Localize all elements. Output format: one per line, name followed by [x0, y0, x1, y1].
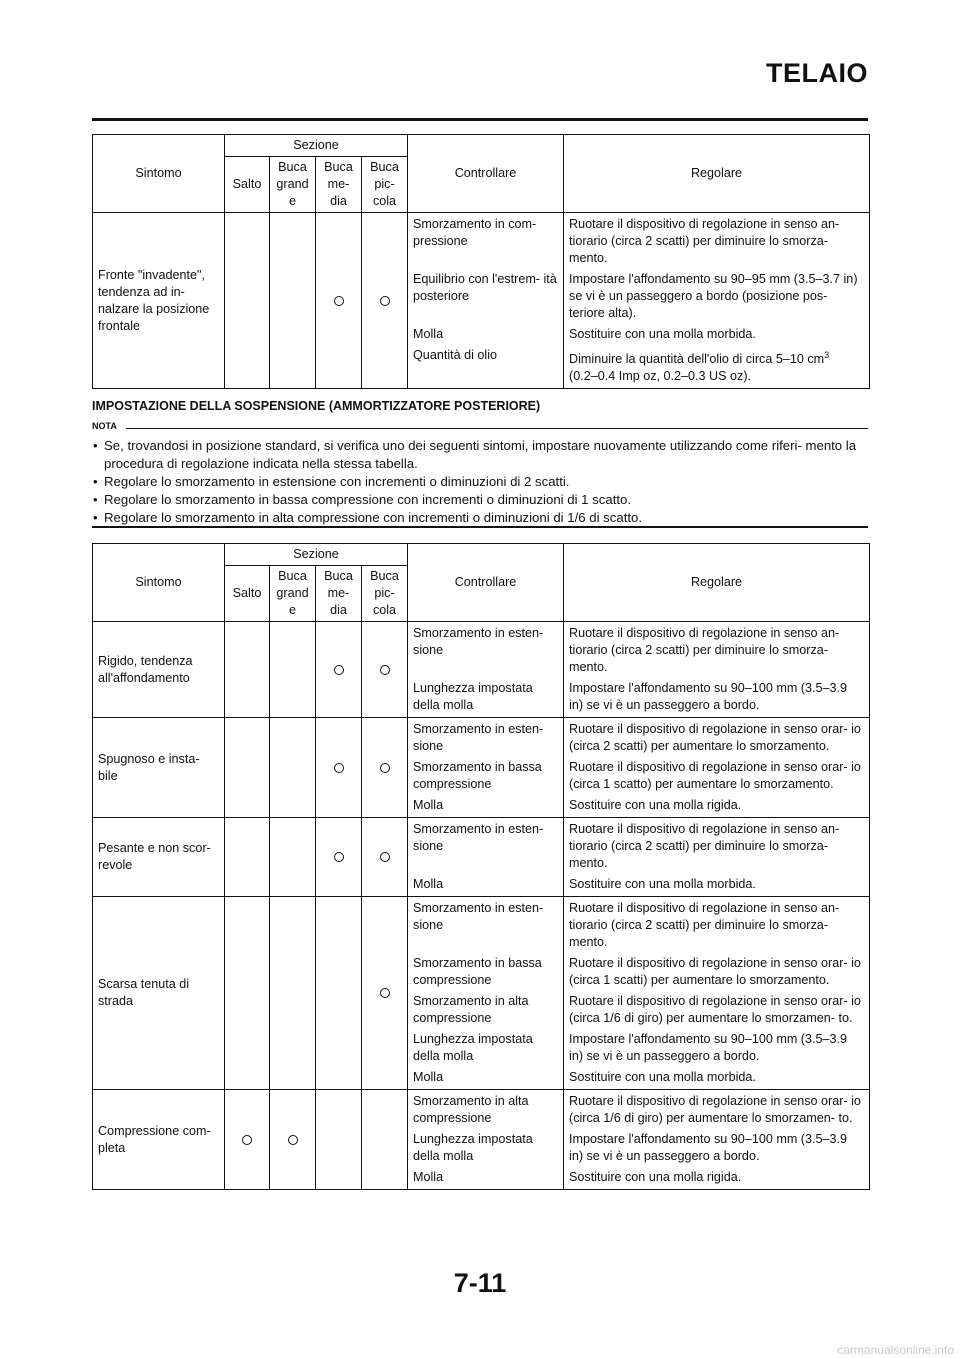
nota-rule: [126, 428, 868, 429]
nota-item: • Regolare lo smorzamento in alta compressione con incrementi o diminuzioni di 1/6 di scatto.: [92, 509, 868, 527]
col-adjust-header: Regolare: [564, 544, 870, 622]
adjust-text: Ruotare il dispositivo di regolazione in senso orar- io (circa 1/6 di giro) per aumentare lo smorzamen- to.: [569, 1094, 861, 1125]
col-symptom-header: Sintomo: [93, 544, 225, 622]
rear-shock-table: [92, 543, 870, 1190]
check-cell: [408, 1090, 564, 1190]
check-item: Smorzamento in bassa compressione: [413, 956, 542, 987]
nota-header: [92, 418, 868, 438]
check-cell: [408, 213, 564, 389]
col-small-hole-header: Buca pic- cola: [362, 566, 408, 622]
adjust-item: [569, 1131, 864, 1165]
col-big-hole-header: Buca grand e: [270, 566, 316, 622]
col-symptom-header: Sintomo: [93, 135, 225, 213]
adjust-text: Sostituire con una molla morbida.: [569, 877, 756, 891]
adjust-item: [569, 759, 864, 793]
section-mark-cell: [225, 622, 270, 718]
page-title: TELAIO: [766, 58, 868, 88]
adjust-text: Impostare l'affondamento su 90–100 mm (3.5–3.9 in) se vi è un passeggero a bordo.: [569, 1032, 848, 1063]
front-fork-table: [92, 134, 870, 389]
adjust-text: Diminuire la quantità dell'olio di circa 5–10 cm: [569, 352, 825, 367]
adjust-cell: [564, 213, 870, 389]
adjust-text: Impostare l'affondamento su 90–95 mm (3.5–3.7 in) se vi è un passeggero a bordo (posizione pos- teriore alta).: [569, 272, 858, 320]
section-mark-cell: [362, 718, 408, 818]
check-item: Equilibrio con l'estrem- ità posteriore: [413, 272, 557, 303]
adjust-item: [569, 821, 864, 872]
adjust-text: Ruotare il dispositivo di regolazione in senso an- tiorario (circa 2 scatti) per diminuire lo smorza- mento.: [569, 217, 840, 265]
symptom-cell: Rigido, tendenza all'affondamento: [93, 622, 225, 718]
col-adjust-header: Regolare: [564, 135, 870, 213]
col-small-hole-header: Buca pic- cola: [362, 157, 408, 213]
circle-mark-icon: [334, 296, 344, 306]
adjust-item: [569, 955, 864, 989]
adjust-item: [569, 216, 864, 267]
adjust-text: Sostituire con una molla morbida.: [569, 1070, 756, 1084]
section-mark-cell: [316, 818, 362, 897]
circle-mark-icon: [334, 852, 344, 862]
adjust-item: [569, 347, 864, 385]
check-item: Molla: [413, 327, 444, 341]
check-item: Lunghezza impostata della molla: [413, 1132, 533, 1163]
table-row: [93, 622, 870, 718]
col-jump-header: Salto: [225, 157, 270, 213]
section-mark-cell: [225, 1090, 270, 1190]
check-item: Smorzamento in esten- sione: [413, 822, 544, 853]
col-section-header: Sezione: [225, 135, 408, 157]
circle-mark-icon: [380, 296, 390, 306]
adjust-item: [569, 271, 864, 322]
symptom-cell: Pesante e non scor- revole: [93, 818, 225, 897]
adjust-cell: [564, 818, 870, 897]
circle-mark-icon: [334, 763, 344, 773]
adjust-item: [569, 993, 864, 1027]
circle-mark-icon: [380, 852, 390, 862]
adjust-text: Ruotare il dispositivo di regolazione in senso an- tiorario (circa 2 scatti) per diminuire lo smorza- mento.: [569, 901, 840, 949]
check-item: Smorzamento in bassa compressione: [413, 760, 542, 791]
unit-superscript: 3: [824, 350, 830, 360]
col-mid-hole-header: Buca me- dia: [316, 157, 362, 213]
adjust-text: Ruotare il dispositivo di regolazione in senso an- tiorario (circa 2 scatti) per diminuire lo smorza- mento.: [569, 822, 840, 870]
section-mark-cell: [316, 213, 362, 389]
section-mark-cell: [270, 213, 316, 389]
adjust-text: (0.2–0.4 Imp oz, 0.2–0.3 US oz).: [569, 369, 752, 384]
adjust-cell: [564, 1090, 870, 1190]
check-item: Molla: [413, 1070, 444, 1084]
section-mark-cell: [225, 897, 270, 1090]
section-mark-cell: [270, 818, 316, 897]
adjust-item: [569, 326, 864, 343]
col-big-hole-header: Buca grand e: [270, 157, 316, 213]
section-mark-cell: [316, 897, 362, 1090]
table-row: [93, 818, 870, 897]
adjust-text: Impostare l'affondamento su 90–100 mm (3.5–3.9 in) se vi è un passeggero a bordo.: [569, 1132, 848, 1163]
section-mark-cell: [225, 718, 270, 818]
col-check-header: Controllare: [408, 544, 564, 622]
nota-list: [92, 437, 868, 527]
section-mark-cell: [316, 622, 362, 718]
table-row: [93, 718, 870, 818]
section-mark-cell: [362, 622, 408, 718]
adjust-text: Ruotare il dispositivo di regolazione in senso orar- io (circa 1/6 di giro) per aumentare lo smorzamen- to.: [569, 994, 861, 1025]
adjust-cell: [564, 622, 870, 718]
check-item: Smorzamento in esten- sione: [413, 901, 544, 932]
check-cell: [408, 897, 564, 1090]
section-mark-cell: [316, 1090, 362, 1190]
col-check-header: Controllare: [408, 135, 564, 213]
col-mid-hole-header: Buca me- dia: [316, 566, 362, 622]
adjust-item: [569, 1093, 864, 1127]
nota-item: • Regolare lo smorzamento in estensione con incrementi o diminuzioni di 2 scatti.: [92, 473, 868, 491]
adjust-text: Ruotare il dispositivo di regolazione in senso an- tiorario (circa 2 scatti) per diminuire lo smorza- mento.: [569, 626, 840, 674]
check-item: Molla: [413, 877, 444, 891]
adjust-item: [569, 680, 864, 714]
adjust-item: [569, 625, 864, 676]
col-jump-header: Salto: [225, 566, 270, 622]
check-item: Lunghezza impostata della molla: [413, 1032, 533, 1063]
check-cell: [408, 818, 564, 897]
adjust-text: Sostituire con una molla morbida.: [569, 327, 756, 341]
circle-mark-icon: [380, 763, 390, 773]
check-item: Quantità di olio: [413, 348, 498, 362]
adjust-cell: [564, 897, 870, 1090]
check-item: Smorzamento in alta compressione: [413, 1094, 529, 1125]
adjust-item: [569, 721, 864, 755]
col-section-header: Sezione: [225, 544, 408, 566]
nota-end-rule: [92, 526, 868, 528]
adjust-text: Ruotare il dispositivo di regolazione in senso orar- io (circa 1 scatti) per aumentare lo smorzamento.: [569, 956, 861, 987]
front-fork-table-body: [93, 213, 870, 389]
table-row: [93, 1090, 870, 1190]
adjust-text: Ruotare il dispositivo di regolazione in senso orar- io (circa 1 scatto) per aumentare lo smorzamento.: [569, 760, 861, 791]
section-mark-cell: [270, 897, 316, 1090]
adjust-text: Sostituire con una molla rigida.: [569, 798, 742, 812]
section-mark-cell: [316, 718, 362, 818]
section-title: IMPOSTAZIONE DELLA SOSPENSIONE (AMMORTIZZATORE POSTERIORE): [92, 399, 541, 413]
adjust-item: [569, 797, 864, 814]
adjust-text: Impostare l'affondamento su 90–100 mm (3.5–3.9 in) se vi è un passeggero a bordo.: [569, 681, 848, 712]
rear-shock-table-body: [93, 622, 870, 1190]
symptom-cell: Scarsa tenuta di strada: [93, 897, 225, 1090]
check-cell: [408, 718, 564, 818]
nota-item: • Regolare lo smorzamento in bassa compressione con incrementi o diminuzioni di 1 scatto.: [92, 491, 868, 509]
check-cell: [408, 622, 564, 718]
section-mark-cell: [362, 897, 408, 1090]
page-number: 7-11: [453, 1268, 507, 1298]
section-mark-cell: [362, 1090, 408, 1190]
section-mark-cell: [362, 818, 408, 897]
section-mark-cell: [362, 213, 408, 389]
check-item: Molla: [413, 798, 444, 812]
check-item: Smorzamento in alta compressione: [413, 994, 529, 1025]
section-mark-cell: [270, 718, 316, 818]
adjust-item: [569, 876, 864, 893]
watermark: carmanualsonline.info: [837, 1343, 954, 1357]
table-row: [93, 897, 870, 1090]
table-row: [93, 213, 870, 389]
check-item: Smorzamento in com- pressione: [413, 217, 537, 248]
check-item: Lunghezza impostata della molla: [413, 681, 533, 712]
symptom-cell: Fronte "invadente", tendenza ad in- nalzare la posizione frontale: [93, 213, 225, 389]
check-item: Molla: [413, 1170, 444, 1184]
adjust-item: [569, 1069, 864, 1086]
check-item: Smorzamento in esten- sione: [413, 626, 544, 657]
check-item: Smorzamento in esten- sione: [413, 722, 544, 753]
adjust-item: [569, 1169, 864, 1186]
circle-mark-icon: [288, 1135, 298, 1145]
section-mark-cell: [225, 818, 270, 897]
section-mark-cell: [225, 213, 270, 389]
header-rule: [92, 118, 868, 121]
circle-mark-icon: [380, 988, 390, 998]
nota-label: NOTA: [92, 421, 117, 431]
symptom-cell: Compressione com- pleta: [93, 1090, 225, 1190]
circle-mark-icon: [242, 1135, 252, 1145]
adjust-item: [569, 1031, 864, 1065]
adjust-cell: [564, 718, 870, 818]
symptom-cell: Spugnoso e insta- bile: [93, 718, 225, 818]
nota-item: • Se, trovandosi in posizione standard, si verifica uno dei seguenti sintomi, impostare nuovamente utilizzando come riferi- mento la procedura di regolazione indicata nella stessa tabella.: [92, 437, 868, 473]
section-mark-cell: [270, 1090, 316, 1190]
adjust-item: [569, 900, 864, 951]
circle-mark-icon: [334, 665, 344, 675]
adjust-text: Sostituire con una molla rigida.: [569, 1170, 742, 1184]
section-mark-cell: [270, 622, 316, 718]
adjust-text: Ruotare il dispositivo di regolazione in senso orar- io (circa 2 scatti) per aumentare lo smorzamento.: [569, 722, 861, 753]
circle-mark-icon: [380, 665, 390, 675]
